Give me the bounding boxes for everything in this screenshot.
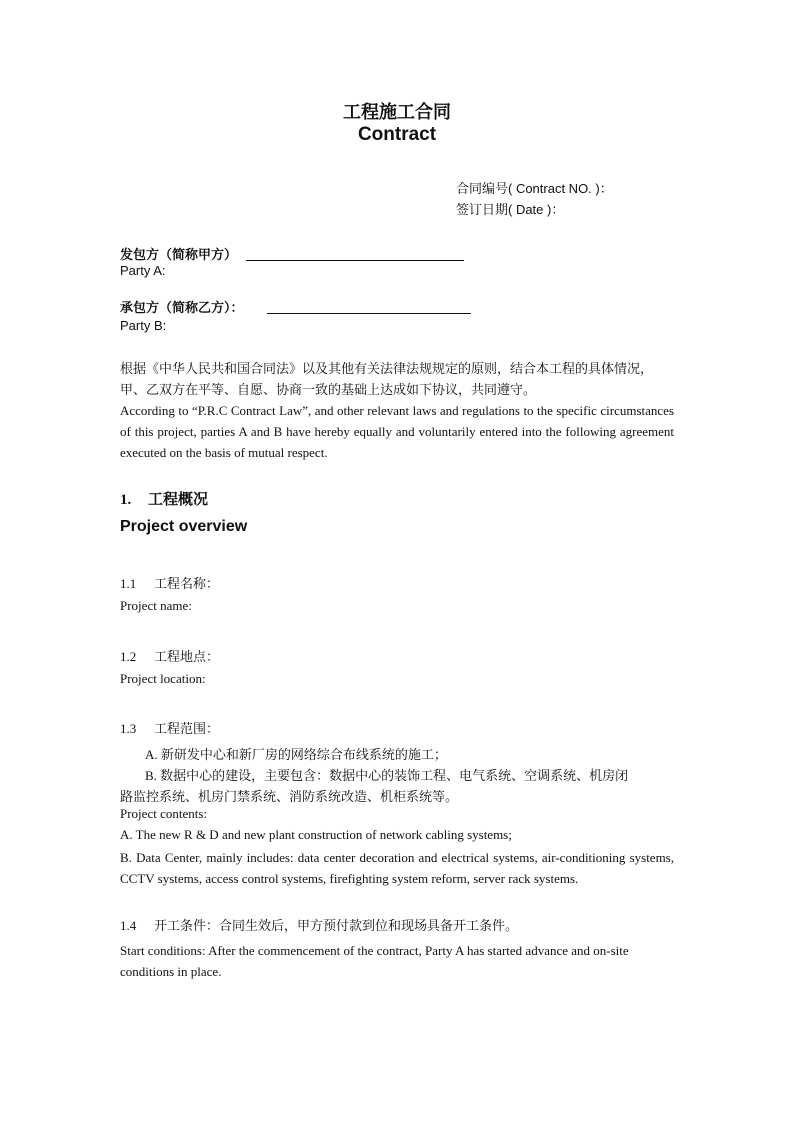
clause-1-3-label-cn: 工程范围： [154, 721, 220, 736]
project-name-label: Project name: [120, 598, 192, 613]
intro-cn-line-2: 甲、乙双方在平等、自愿、协商一致的基础上达成如下协议，共同遵守。 [120, 382, 537, 397]
section-1-heading-en: Project overview [120, 518, 248, 535]
intro-paragraph-en: According to “P.R.C Contract Law”, and other relevant laws and regulations to the specific circumstances of this project, parties A and B have hereby equally and voluntarily entered into the following agreement executed on the basis of mutual respect. [120, 403, 674, 460]
scope-item-b-en: B. Data Center, mainly includes: data center decoration and electrical systems, air-conditioning systems, CCTV systems, access control systems, firefighting system reform, server rack systems. [120, 850, 674, 886]
clause-1-3-heading [120, 718, 219, 737]
party-b-label-en: Party B: [120, 318, 167, 333]
project-contents-label: Project contents: [120, 806, 208, 821]
start-conditions-en: Start conditions: After the commencement of the contract, Party A has started advance and on-site conditions in place. [120, 943, 629, 979]
clause-1-4-number: 1.4 [120, 918, 137, 933]
party-b-fill-line [267, 313, 471, 314]
scope-item-b-cn-line-1: B. 数据中心的建设，主要包含：数据中心的装饰工程、电气系统、空调系统、机房闭 [145, 768, 629, 783]
party-a-label-cn: 发包方（简称甲方） [120, 247, 238, 262]
clause-1-2-label-cn: 工程地点： [154, 649, 220, 664]
clause-1-4-heading [120, 915, 518, 934]
clause-1-2-heading [120, 646, 219, 665]
scope-item-a-en: A. The new R & D and new plant construction of network cabling systems; [120, 827, 512, 842]
clause-1-1-number: 1.1 [120, 576, 137, 591]
party-b-label-cn: 承包方（简称乙方）： [120, 300, 244, 315]
party-a-fill-line [246, 260, 464, 261]
clause-1-1-label-cn: 工程名称： [154, 576, 220, 591]
scope-item-a-cn: A. 新研发中心和新厂房的网络综合布线系统的施工； [145, 747, 447, 762]
title-english: Contract [357, 124, 437, 145]
party-a-label-en: Party A: [120, 263, 166, 278]
project-location-label: Project location: [120, 671, 206, 686]
section-1-number: 1. [120, 492, 132, 508]
intro-paragraph-cn [120, 358, 674, 400]
signing-date-label: 签订日期( Date )： [456, 202, 565, 217]
clause-1-2-number: 1.2 [120, 649, 137, 664]
clause-1-1-heading [120, 573, 219, 592]
contract-number-label: 合同编号( Contract NO. )： [456, 181, 613, 196]
intro-cn-line-1: 根据《中华人民共和国合同法》以及其他有关法律法规规定的原则，结合本工程的具体情况， [120, 361, 654, 376]
clause-1-3-number: 1.3 [120, 721, 137, 736]
section-1-heading-cn [120, 488, 208, 509]
clause-1-4-text-cn: 开工条件：合同生效后，甲方预付款到位和现场具备开工条件。 [154, 918, 519, 933]
scope-item-b-cn-line-2: 路监控系统、机房门禁系统、消防系统改造、机柜系统等。 [120, 789, 459, 804]
section-1-title-cn: 工程概况 [148, 492, 209, 508]
title-chinese: 工程施工合同 [343, 102, 451, 122]
